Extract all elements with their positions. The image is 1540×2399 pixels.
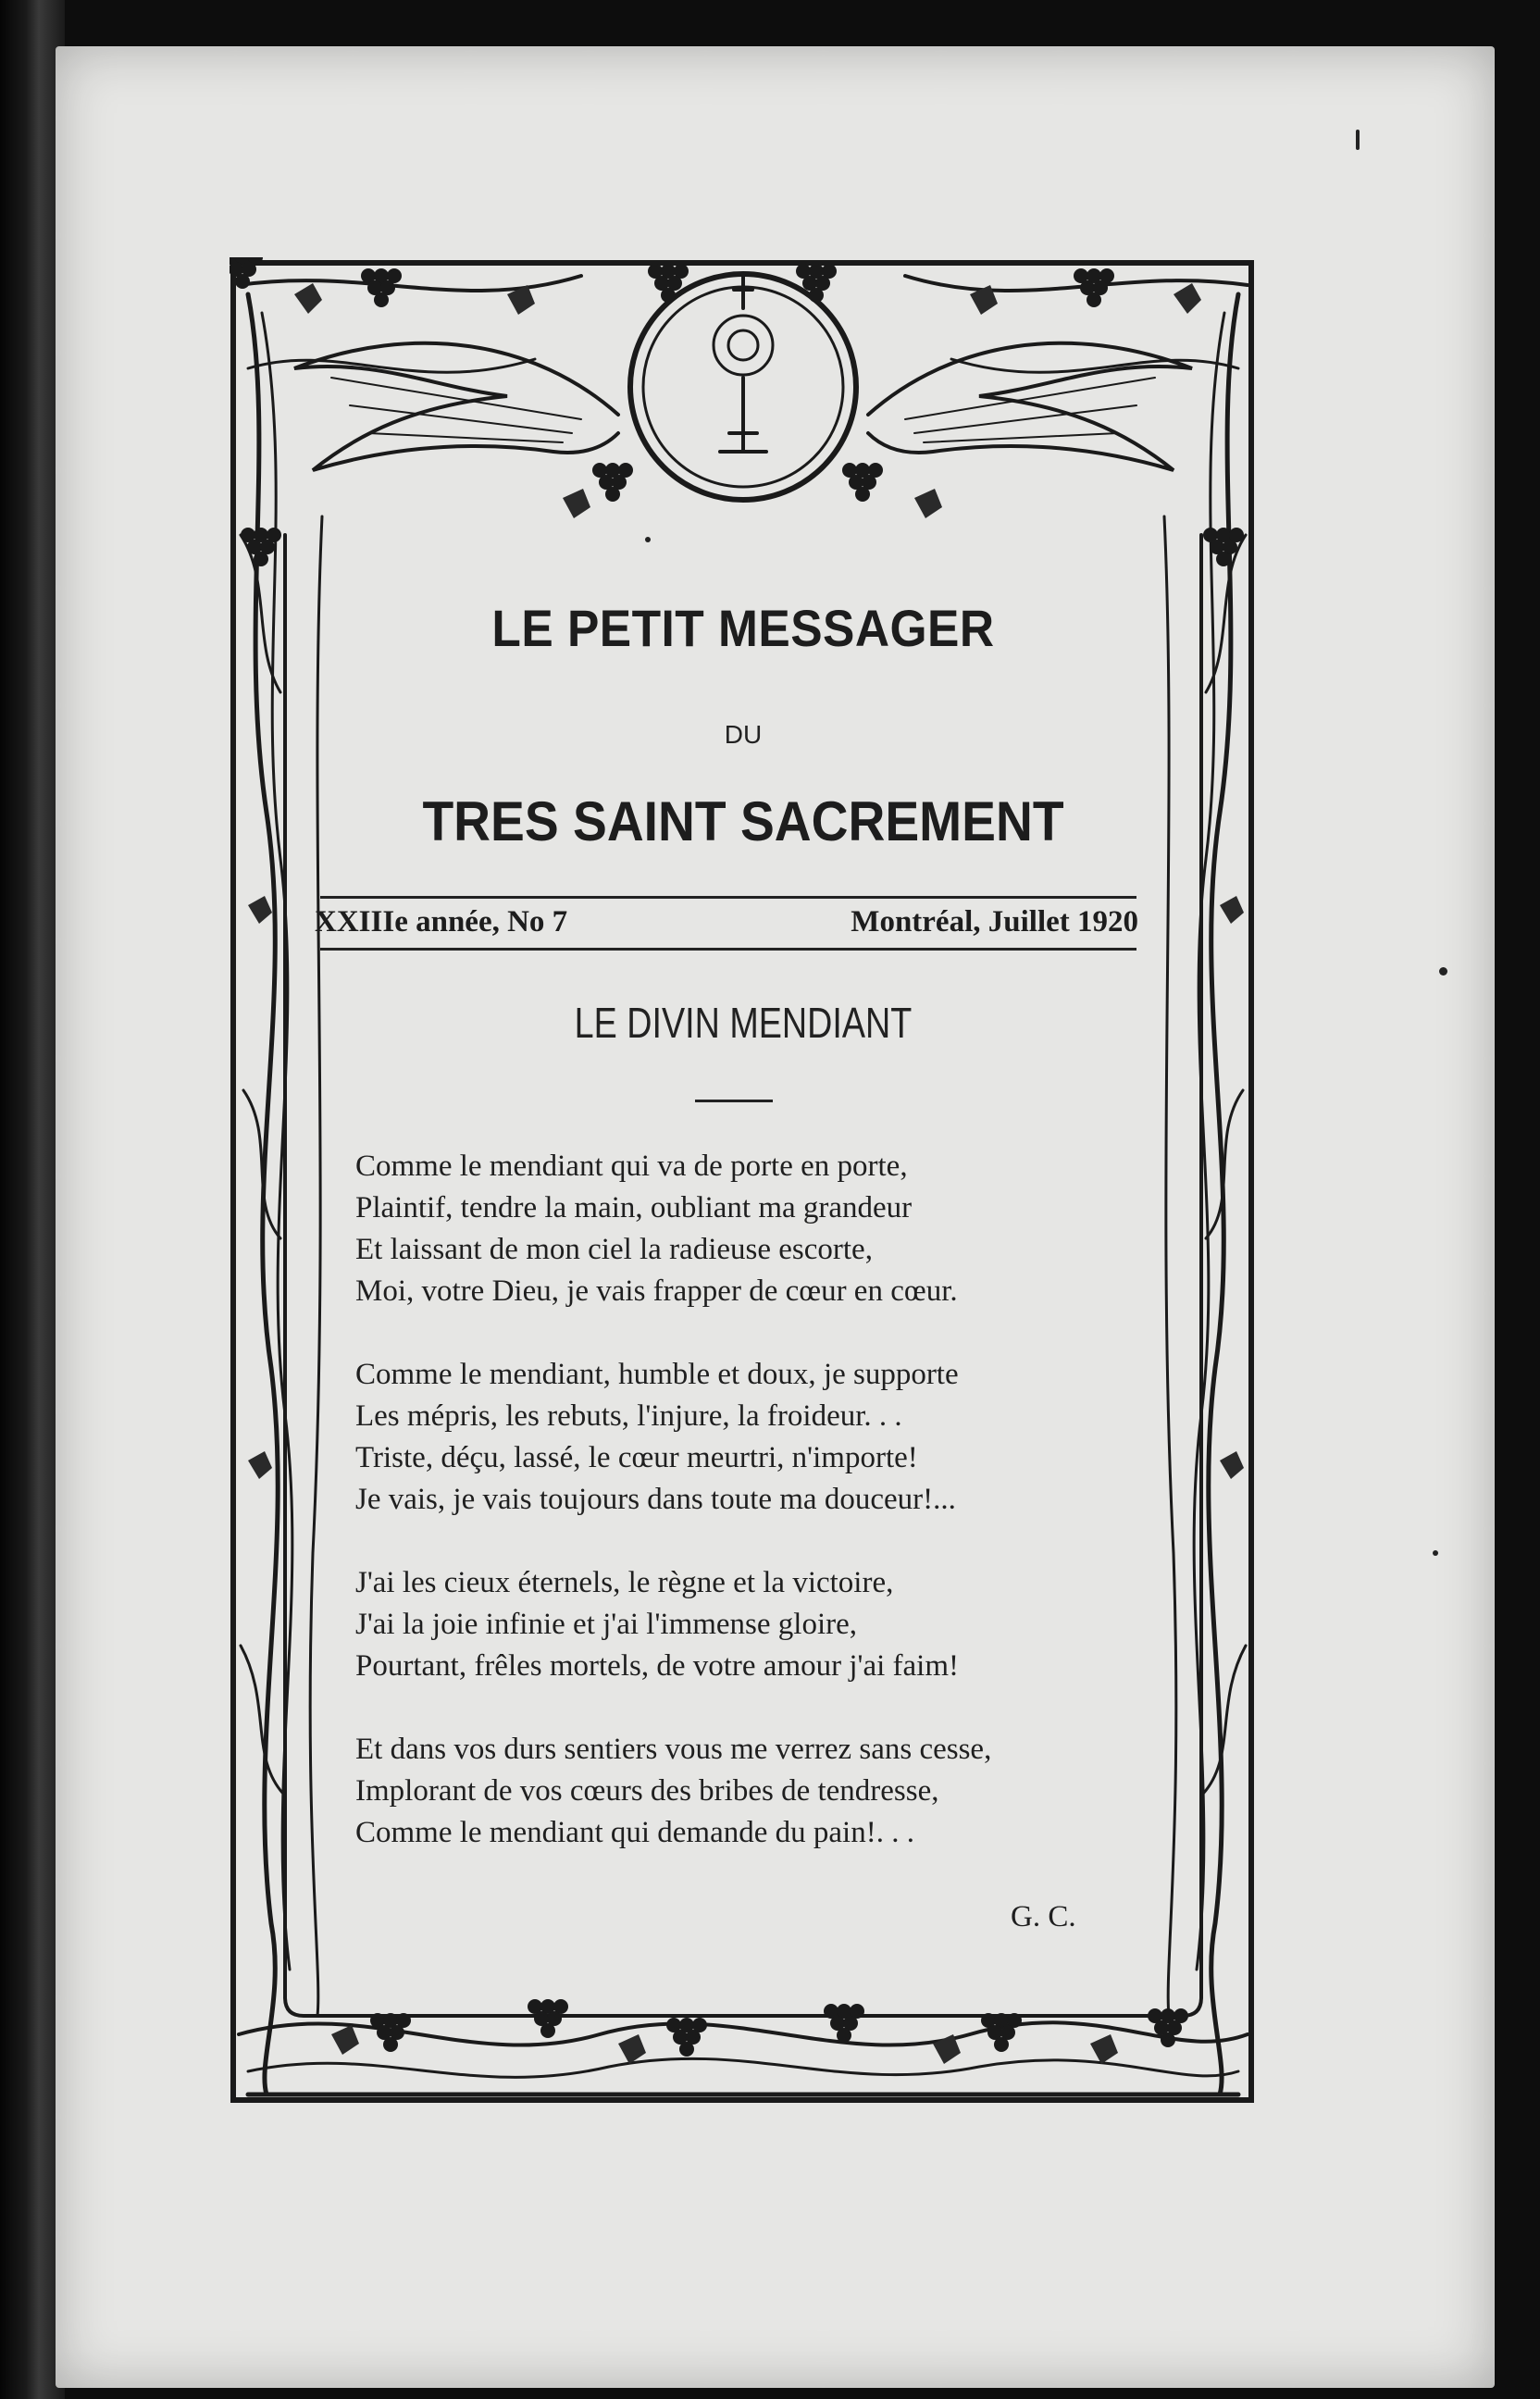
- poem-line: Pourtant, frêles mortels, de votre amour j'ai faim!: [355, 1649, 959, 1683]
- poem-line: Je vais, je vais toujours dans toute ma douceur!...: [355, 1483, 956, 1516]
- poem-line: J'ai les cieux éternels, le règne et la victoire,: [355, 1566, 894, 1599]
- poem-title: LE DIVIN MENDIANT: [574, 999, 913, 1047]
- magazine-title-du: DU: [724, 720, 763, 749]
- poem-body: [355, 1146, 1170, 1896]
- poem-title-rule: [695, 1100, 773, 1102]
- poem-line: Et dans vos durs sentiers vous me verrez sans cesse,: [355, 1733, 992, 1766]
- issue-number: XXIIIe année, No 7: [315, 905, 568, 938]
- issue-line: [315, 905, 1138, 939]
- poem-line: Et laissant de mon ciel la radieuse escorte,: [355, 1233, 873, 1266]
- poem-line: Comme le mendiant, humble et doux, je supporte: [355, 1358, 959, 1391]
- poem-stanza-3: [355, 1562, 1170, 1687]
- scan-speck: [1433, 1550, 1438, 1556]
- issue-rule-top: [320, 896, 1136, 899]
- magazine-title-line1: LE PETIT MESSAGER: [491, 599, 995, 657]
- scan-speck: [645, 537, 651, 542]
- poem-signature: G. C.: [1011, 1900, 1076, 1933]
- poem-stanza-4: [355, 1729, 1170, 1854]
- poem-line: Moi, votre Dieu, je vais frapper de cœur en cœur.: [355, 1274, 958, 1308]
- scan-speck: [1439, 967, 1447, 976]
- poem-line: Plaintif, tendre la main, oubliant ma grandeur: [355, 1191, 913, 1224]
- poem-line: Comme le mendiant qui va de porte en porte,: [355, 1150, 908, 1183]
- issue-rule-bottom: [320, 948, 1136, 951]
- page-content: [230, 257, 1257, 2106]
- poem-line: J'ai la joie infinie et j'ai l'immense gloire,: [355, 1608, 858, 1641]
- issue-place-date: Montréal, Juillet 1920: [851, 905, 1138, 938]
- scan-speck: [1356, 130, 1360, 150]
- poem-stanza-1: [355, 1146, 1170, 1312]
- poem-line: Triste, déçu, lassé, le cœur meurtri, n'importe!: [355, 1441, 918, 1474]
- poem-line: Comme le mendiant qui demande du pain!. . .: [355, 1816, 914, 1849]
- magazine-title-line2: TRES SAINT SACREMENT: [422, 790, 1064, 852]
- poem-line: Implorant de vos cœurs des bribes de tendresse,: [355, 1774, 939, 1808]
- poem-stanza-2: [355, 1354, 1170, 1521]
- poem-line: Les mépris, les rebuts, l'injure, la froideur. . .: [355, 1399, 902, 1433]
